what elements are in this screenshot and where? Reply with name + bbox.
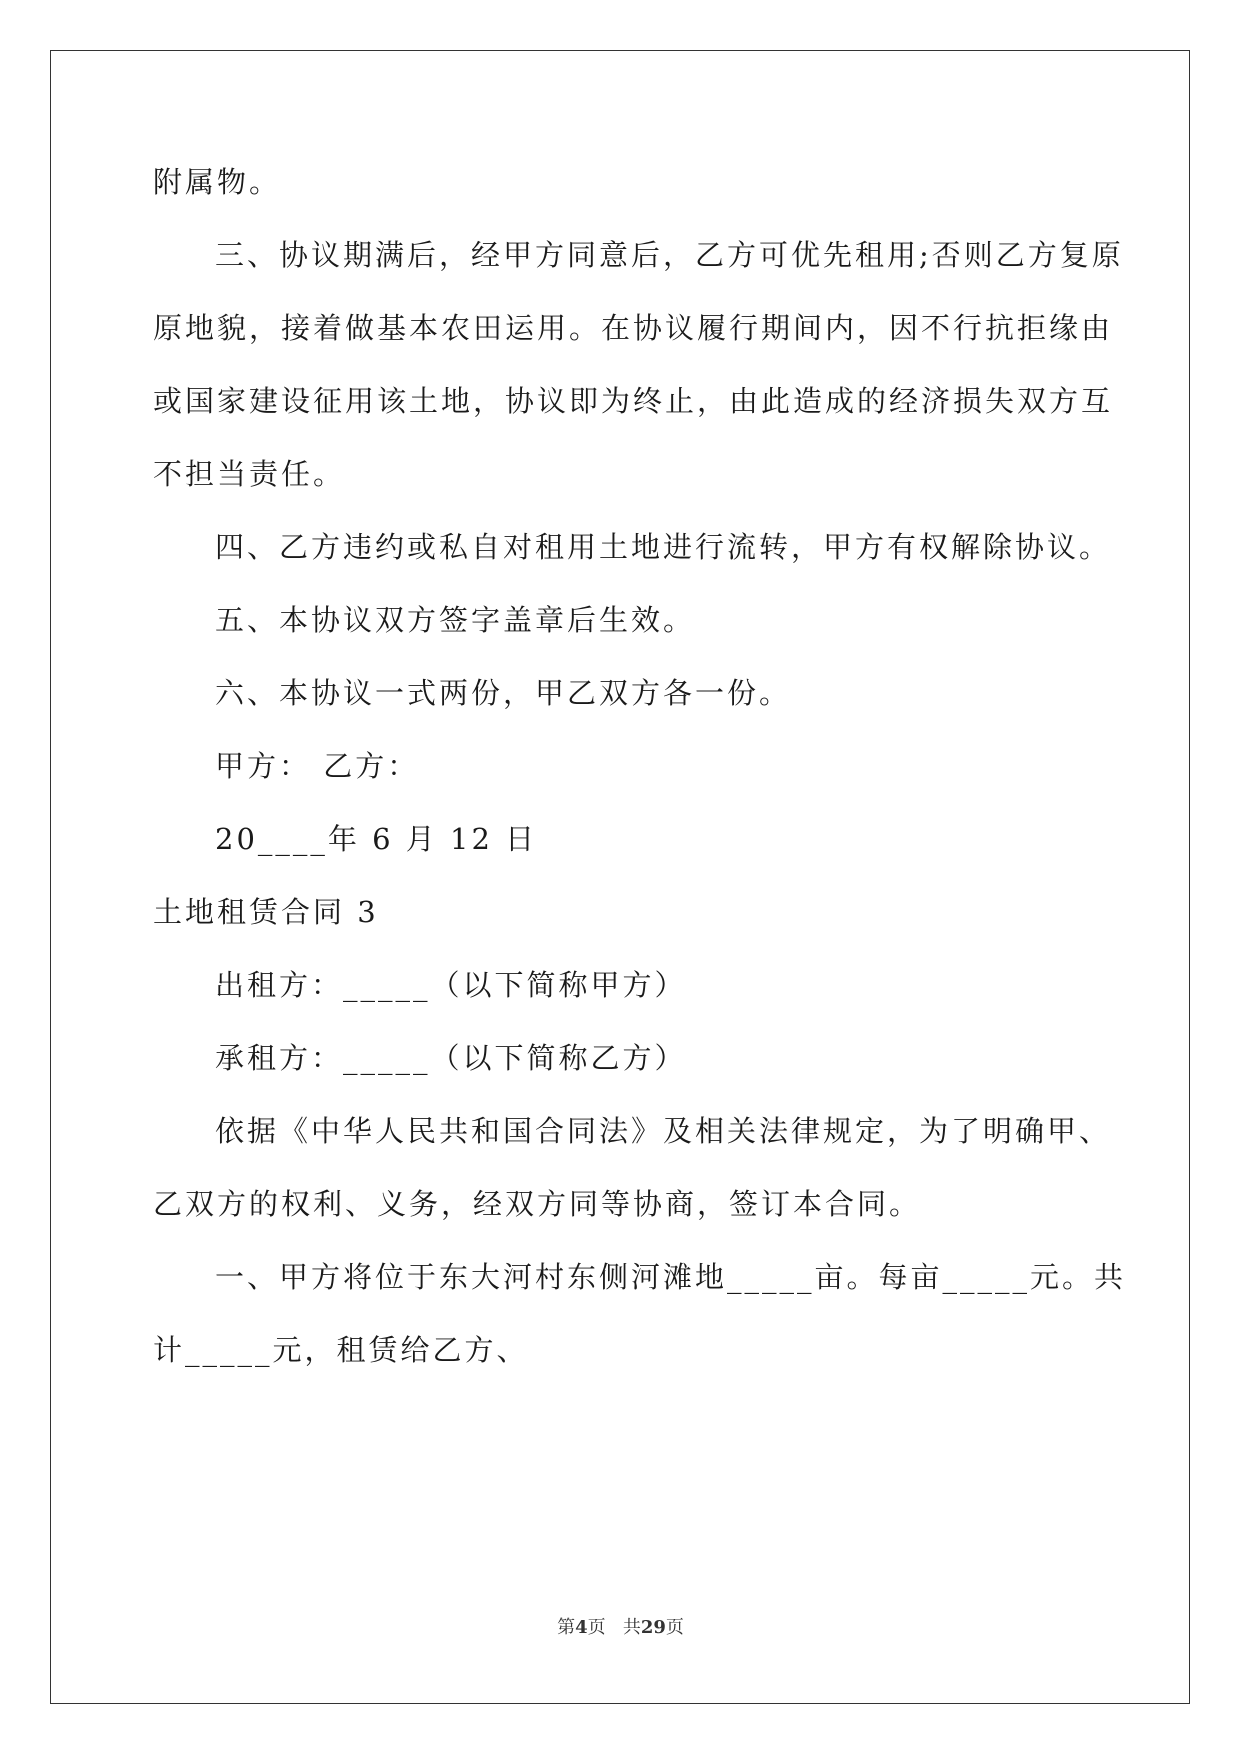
text-line: 依据《中华人民共和国合同法》及相关法律规定，为了明确甲、	[215, 1114, 1112, 1148]
text-line: 乙双方的权利、义务，经双方同等协商，签订本合同。	[153, 1187, 922, 1221]
footer-total-prefix: 共	[622, 1617, 641, 1638]
text-line: 不担当责任。	[153, 457, 346, 491]
text-line: 一、甲方将位于东大河村东侧河滩地_____亩。每亩_____元。共	[215, 1260, 1127, 1294]
footer-prefix: 第	[557, 1617, 576, 1638]
text-line: 五、本协议双方签字盖章后生效。	[215, 603, 696, 637]
text-line: 承租方：_____（以下简称乙方）	[215, 1041, 687, 1075]
text-line: 或国家建设征用该土地，协议即为终止，由此造成的经济损失双方互	[153, 384, 1114, 418]
section-title: 土地租赁合同 3	[153, 895, 379, 929]
page-footer	[0, 1613, 1241, 1639]
footer-total-suffix: 页	[665, 1617, 684, 1638]
current-page-number: 4	[575, 1617, 588, 1638]
signature-line: 甲方： 乙方：	[215, 749, 420, 783]
page-border	[50, 50, 1190, 1704]
text-line: 三、协议期满后，经甲方同意后，乙方可优先租用;否则乙方复原	[215, 238, 1124, 272]
text-line: 出租方：_____（以下简称甲方）	[215, 968, 687, 1002]
text-line: 四、乙方违约或私自对租用土地进行流转，甲方有权解除协议。	[215, 530, 1112, 564]
text-line: 六、本协议一式两份，甲乙双方各一份。	[215, 676, 792, 710]
footer-page-word: 页	[587, 1617, 606, 1638]
text-line: 计_____元，租赁给乙方、	[153, 1333, 529, 1367]
total-page-number: 29	[640, 1617, 666, 1638]
text-line: 原地貌，接着做基本农田运用。在协议履行期间内，因不行抗拒缘由	[153, 311, 1114, 345]
text-line: 附属物。	[153, 165, 282, 199]
date-line: 20____年 6 月 12 日	[215, 822, 538, 856]
